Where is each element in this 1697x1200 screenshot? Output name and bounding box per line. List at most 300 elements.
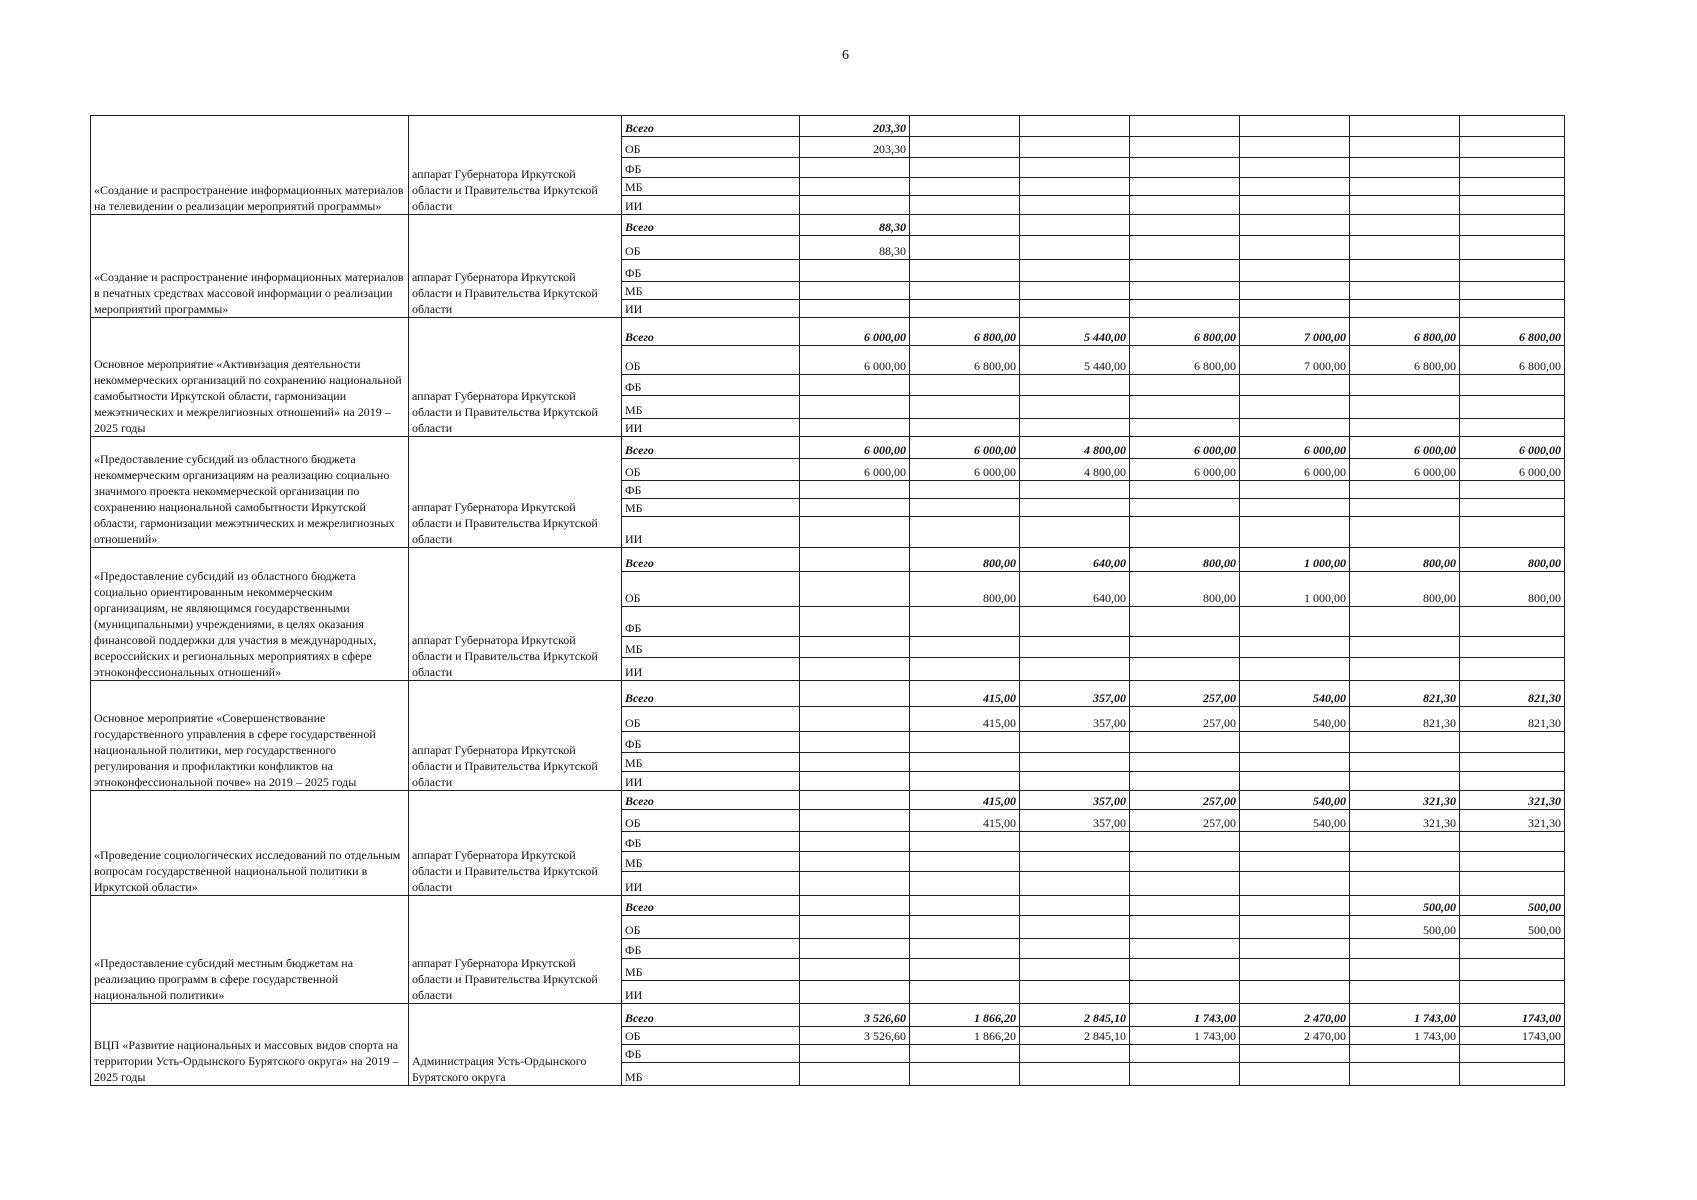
funding-source: ИИ — [622, 517, 800, 548]
activity-name: Основное мероприятие «Активизация деятельности некоммерческих организаций по сохранению национальной самобытности Иркутской области, гармонизации межэтнических и межрелигиозных отношений» на 2019 – 2025 годы — [91, 317, 409, 437]
amount-cell: 2 470,00 — [1240, 1027, 1350, 1045]
amount-cell — [1460, 980, 1565, 1003]
amount-cell — [800, 374, 910, 395]
amount-cell — [1130, 116, 1240, 137]
amount-cell — [910, 658, 1020, 681]
amount-cell — [1130, 498, 1240, 516]
amount-cell — [1020, 915, 1130, 938]
funding-source: ФБ — [622, 732, 800, 752]
amount-cell — [1020, 498, 1130, 516]
amount-cell: 7 000,00 — [1240, 346, 1350, 375]
amount-cell — [1020, 116, 1130, 137]
amount-cell — [1350, 116, 1460, 137]
amount-cell — [1020, 374, 1130, 395]
amount-cell: 415,00 — [910, 809, 1020, 831]
amount-cell: 1 743,00 — [1350, 1003, 1460, 1026]
amount-cell — [910, 374, 1020, 395]
activity-name: «Предоставление субсидий местным бюджетам на реализацию программ в сфере государственной национальной политики» — [91, 895, 409, 1003]
amount-cell — [1460, 636, 1565, 657]
amount-cell — [1350, 852, 1460, 872]
amount-cell: 6 000,00 — [800, 437, 910, 458]
amount-cell — [1350, 214, 1460, 235]
amount-cell — [1020, 752, 1130, 771]
funding-source: ФБ — [622, 158, 800, 177]
amount-cell — [1020, 177, 1130, 195]
amount-cell: 800,00 — [1350, 572, 1460, 607]
amount-cell — [800, 852, 910, 872]
amount-cell: 640,00 — [1020, 547, 1130, 571]
amount-cell — [1350, 158, 1460, 177]
responsible-executor: аппарат Губернатора Иркутской области и Правительства Иркутской области — [409, 116, 622, 215]
amount-cell — [1240, 872, 1350, 895]
amount-cell — [1460, 396, 1565, 419]
amount-cell — [1020, 260, 1130, 281]
amount-cell — [800, 396, 910, 419]
amount-cell — [1020, 419, 1130, 437]
amount-cell — [910, 852, 1020, 872]
amount-cell: 6 000,00 — [800, 317, 910, 346]
amount-cell — [1460, 959, 1565, 980]
responsible-executor: Администрация Усть-Ордынского Бурятского округа — [409, 1003, 622, 1085]
amount-cell: 88,30 — [800, 235, 910, 259]
amount-cell: 321,30 — [1460, 809, 1565, 831]
amount-cell: 7 000,00 — [1240, 317, 1350, 346]
amount-cell — [1020, 895, 1130, 915]
amount-cell — [910, 195, 1020, 214]
amount-cell: 6 800,00 — [1130, 317, 1240, 346]
amount-cell — [910, 396, 1020, 419]
amount-cell: 3 526,60 — [800, 1003, 910, 1026]
amount-cell — [1020, 852, 1130, 872]
amount-cell — [1130, 517, 1240, 548]
amount-cell — [1460, 260, 1565, 281]
amount-cell — [1240, 752, 1350, 771]
amount-cell — [800, 607, 910, 637]
amount-cell: 6 000,00 — [1240, 437, 1350, 458]
funding-source: ИИ — [622, 195, 800, 214]
amount-cell — [1020, 235, 1130, 259]
amount-cell: 6 000,00 — [800, 346, 910, 375]
responsible-executor: аппарат Губернатора Иркутской области и Правительства Иркутской области — [409, 214, 622, 317]
amount-cell: 6 000,00 — [1460, 458, 1565, 480]
amount-cell — [1460, 732, 1565, 752]
amount-cell — [1130, 959, 1240, 980]
funding-source: МБ — [622, 959, 800, 980]
funding-source: МБ — [622, 852, 800, 872]
amount-cell: 6 000,00 — [910, 458, 1020, 480]
amount-cell — [1240, 137, 1350, 158]
amount-cell — [1240, 732, 1350, 752]
responsible-executor: аппарат Губернатора Иркутской области и Правительства Иркутской области — [409, 895, 622, 1003]
amount-cell — [1460, 498, 1565, 516]
amount-cell — [1350, 732, 1460, 752]
amount-cell — [1460, 281, 1565, 299]
amount-cell: 6 000,00 — [1460, 437, 1565, 458]
amount-cell: 540,00 — [1240, 681, 1350, 706]
responsible-executor: аппарат Губернатора Иркутской области и Правительства Иркутской области — [409, 437, 622, 547]
funding-source: ОБ — [622, 572, 800, 607]
amount-cell — [1240, 299, 1350, 317]
amount-cell — [910, 137, 1020, 158]
amount-cell — [1350, 1045, 1460, 1063]
funding-source: ФБ — [622, 260, 800, 281]
funding-source: Всего — [622, 895, 800, 915]
amount-cell: 821,30 — [1460, 681, 1565, 706]
amount-cell — [1350, 607, 1460, 637]
amount-cell — [1130, 895, 1240, 915]
amount-cell: 321,30 — [1350, 809, 1460, 831]
amount-cell: 257,00 — [1130, 681, 1240, 706]
funding-source: ФБ — [622, 480, 800, 498]
amount-cell — [910, 732, 1020, 752]
amount-cell — [800, 915, 910, 938]
amount-cell — [1020, 517, 1130, 548]
amount-cell — [1130, 752, 1240, 771]
amount-cell — [800, 195, 910, 214]
amount-cell — [1460, 771, 1565, 790]
amount-cell — [1350, 137, 1460, 158]
table-row — [91, 317, 1565, 346]
amount-cell — [1020, 396, 1130, 419]
amount-cell: 6 800,00 — [1460, 346, 1565, 375]
amount-cell — [1130, 939, 1240, 959]
amount-cell — [1130, 607, 1240, 637]
amount-cell — [1240, 214, 1350, 235]
amount-cell — [800, 158, 910, 177]
amount-cell — [1240, 771, 1350, 790]
amount-cell — [1350, 517, 1460, 548]
amount-cell: 6 000,00 — [800, 458, 910, 480]
amount-cell — [910, 771, 1020, 790]
amount-cell — [1020, 980, 1130, 1003]
table-row — [91, 895, 1565, 915]
amount-cell — [800, 732, 910, 752]
funding-source: МБ — [622, 177, 800, 195]
amount-cell — [800, 572, 910, 607]
amount-cell — [1350, 1063, 1460, 1086]
amount-cell: 800,00 — [1460, 547, 1565, 571]
amount-cell — [1240, 1045, 1350, 1063]
amount-cell — [800, 281, 910, 299]
amount-cell — [1240, 116, 1350, 137]
amount-cell — [1460, 480, 1565, 498]
amount-cell — [1240, 177, 1350, 195]
funding-source: ОБ — [622, 137, 800, 158]
amount-cell: 6 000,00 — [910, 437, 1020, 458]
amount-cell — [910, 116, 1020, 137]
amount-cell — [800, 939, 910, 959]
amount-cell — [1130, 480, 1240, 498]
amount-cell — [910, 299, 1020, 317]
amount-cell: 2 845,10 — [1020, 1027, 1130, 1045]
activity-name: «Проведение социологических исследований по отдельным вопросам государственной национальной политики в Иркутской области» — [91, 790, 409, 895]
amount-cell: 1 743,00 — [1130, 1027, 1240, 1045]
amount-cell — [910, 1063, 1020, 1086]
activity-name: ВЦП «Развитие национальных и массовых видов спорта на территории Усть-Ордынского Бурятского округа» на 2019 – 2025 годы — [91, 1003, 409, 1085]
amount-cell: 6 000,00 — [1240, 458, 1350, 480]
budget-table — [90, 115, 1565, 1086]
amount-cell — [1460, 607, 1565, 637]
funding-source: ФБ — [622, 374, 800, 395]
table-row — [91, 547, 1565, 571]
amount-cell: 800,00 — [1130, 547, 1240, 571]
table-row — [91, 1003, 1565, 1026]
amount-cell: 640,00 — [1020, 572, 1130, 607]
amount-cell — [800, 790, 910, 809]
responsible-executor: аппарат Губернатора Иркутской области и Правительства Иркутской области — [409, 681, 622, 790]
amount-cell: 1 000,00 — [1240, 547, 1350, 571]
amount-cell — [1240, 852, 1350, 872]
amount-cell: 800,00 — [1350, 547, 1460, 571]
amount-cell — [1130, 235, 1240, 259]
amount-cell — [1130, 732, 1240, 752]
amount-cell — [1020, 214, 1130, 235]
amount-cell — [1350, 281, 1460, 299]
amount-cell — [910, 419, 1020, 437]
amount-cell — [1460, 752, 1565, 771]
amount-cell — [800, 681, 910, 706]
amount-cell — [1130, 214, 1240, 235]
amount-cell — [1130, 832, 1240, 852]
amount-cell: 6 000,00 — [1350, 437, 1460, 458]
amount-cell — [1020, 1063, 1130, 1086]
amount-cell — [910, 158, 1020, 177]
funding-source: Всего — [622, 317, 800, 346]
amount-cell: 540,00 — [1240, 706, 1350, 731]
amount-cell — [1350, 832, 1460, 852]
amount-cell — [1240, 939, 1350, 959]
amount-cell — [1460, 658, 1565, 681]
amount-cell — [800, 809, 910, 831]
amount-cell — [910, 959, 1020, 980]
amount-cell — [1350, 480, 1460, 498]
amount-cell — [1350, 177, 1460, 195]
funding-source: ОБ — [622, 706, 800, 731]
amount-cell — [1130, 299, 1240, 317]
amount-cell — [1020, 281, 1130, 299]
amount-cell — [1240, 396, 1350, 419]
funding-source: ИИ — [622, 872, 800, 895]
amount-cell — [1350, 959, 1460, 980]
amount-cell: 415,00 — [910, 790, 1020, 809]
responsible-executor: аппарат Губернатора Иркутской области и Правительства Иркутской области — [409, 790, 622, 895]
amount-cell — [1350, 752, 1460, 771]
funding-source: ОБ — [622, 458, 800, 480]
funding-source: Всего — [622, 214, 800, 235]
amount-cell — [1460, 517, 1565, 548]
amount-cell — [1240, 636, 1350, 657]
amount-cell — [1130, 1045, 1240, 1063]
amount-cell — [1020, 195, 1130, 214]
amount-cell: 6 800,00 — [1350, 317, 1460, 346]
amount-cell: 203,30 — [800, 137, 910, 158]
amount-cell — [1130, 658, 1240, 681]
table-row — [91, 214, 1565, 235]
amount-cell: 2 845,10 — [1020, 1003, 1130, 1026]
amount-cell — [1240, 1063, 1350, 1086]
amount-cell — [910, 980, 1020, 1003]
amount-cell — [910, 480, 1020, 498]
amount-cell — [1020, 1045, 1130, 1063]
amount-cell — [1130, 281, 1240, 299]
amount-cell — [1020, 299, 1130, 317]
amount-cell — [1130, 636, 1240, 657]
amount-cell: 321,30 — [1350, 790, 1460, 809]
amount-cell — [1350, 636, 1460, 657]
amount-cell: 321,30 — [1460, 790, 1565, 809]
amount-cell: 357,00 — [1020, 681, 1130, 706]
amount-cell — [1460, 177, 1565, 195]
amount-cell — [910, 752, 1020, 771]
amount-cell — [1460, 214, 1565, 235]
funding-source: ОБ — [622, 235, 800, 259]
amount-cell — [1240, 235, 1350, 259]
activity-name: «Создание и распространение информационных материалов на телевидении о реализации мероприятий программы» — [91, 116, 409, 215]
amount-cell: 257,00 — [1130, 809, 1240, 831]
funding-source: Всего — [622, 437, 800, 458]
amount-cell — [1130, 419, 1240, 437]
amount-cell — [1460, 852, 1565, 872]
amount-cell — [1350, 396, 1460, 419]
amount-cell — [910, 177, 1020, 195]
amount-cell: 6 800,00 — [910, 317, 1020, 346]
amount-cell — [1240, 517, 1350, 548]
amount-cell: 88,30 — [800, 214, 910, 235]
amount-cell — [800, 959, 910, 980]
amount-cell — [1020, 480, 1130, 498]
funding-source: ИИ — [622, 419, 800, 437]
amount-cell — [1020, 636, 1130, 657]
amount-cell — [1020, 959, 1130, 980]
page-number: 6 — [842, 48, 849, 63]
amount-cell: 257,00 — [1130, 790, 1240, 809]
amount-cell: 6 000,00 — [1350, 458, 1460, 480]
amount-cell — [1240, 895, 1350, 915]
funding-source: ИИ — [622, 980, 800, 1003]
amount-cell: 6 000,00 — [1130, 437, 1240, 458]
amount-cell — [1240, 980, 1350, 1003]
funding-source: МБ — [622, 1063, 800, 1086]
amount-cell — [1240, 498, 1350, 516]
amount-cell — [1130, 396, 1240, 419]
amount-cell — [1240, 281, 1350, 299]
amount-cell: 6 800,00 — [1460, 317, 1565, 346]
amount-cell — [910, 607, 1020, 637]
amount-cell: 357,00 — [1020, 790, 1130, 809]
amount-cell: 357,00 — [1020, 706, 1130, 731]
amount-cell: 6 800,00 — [1130, 346, 1240, 375]
amount-cell: 800,00 — [1460, 572, 1565, 607]
amount-cell — [1130, 195, 1240, 214]
amount-cell: 540,00 — [1240, 809, 1350, 831]
amount-cell: 821,30 — [1350, 681, 1460, 706]
amount-cell — [1020, 607, 1130, 637]
amount-cell: 500,00 — [1350, 915, 1460, 938]
amount-cell: 821,30 — [1460, 706, 1565, 731]
amount-cell — [1350, 872, 1460, 895]
amount-cell: 1 743,00 — [1350, 1027, 1460, 1045]
amount-cell — [1130, 260, 1240, 281]
funding-source: МБ — [622, 498, 800, 516]
amount-cell — [1020, 137, 1130, 158]
funding-source: Всего — [622, 790, 800, 809]
amount-cell — [1130, 872, 1240, 895]
amount-cell — [1130, 177, 1240, 195]
funding-source: ОБ — [622, 1027, 800, 1045]
amount-cell — [1020, 771, 1130, 790]
amount-cell: 500,00 — [1350, 895, 1460, 915]
amount-cell: 1 866,20 — [910, 1003, 1020, 1026]
amount-cell — [1020, 939, 1130, 959]
amount-cell: 4 800,00 — [1020, 437, 1130, 458]
amount-cell — [800, 872, 910, 895]
funding-source: ФБ — [622, 607, 800, 637]
amount-cell — [1460, 419, 1565, 437]
amount-cell — [1020, 832, 1130, 852]
funding-source: ОБ — [622, 346, 800, 375]
amount-cell — [1460, 832, 1565, 852]
amount-cell — [1460, 872, 1565, 895]
amount-cell — [1240, 260, 1350, 281]
funding-source: ФБ — [622, 1045, 800, 1063]
amount-cell — [800, 1063, 910, 1086]
amount-cell — [800, 177, 910, 195]
amount-cell — [1460, 939, 1565, 959]
amount-cell — [1460, 235, 1565, 259]
amount-cell — [910, 281, 1020, 299]
table-row — [91, 681, 1565, 706]
amount-cell — [800, 752, 910, 771]
amount-cell — [800, 498, 910, 516]
amount-cell: 1 743,00 — [1130, 1003, 1240, 1026]
amount-cell: 415,00 — [910, 681, 1020, 706]
amount-cell: 4 800,00 — [1020, 458, 1130, 480]
amount-cell — [1460, 1063, 1565, 1086]
table-row — [91, 790, 1565, 809]
amount-cell — [1020, 658, 1130, 681]
amount-cell: 500,00 — [1460, 915, 1565, 938]
amount-cell: 500,00 — [1460, 895, 1565, 915]
amount-cell — [910, 1045, 1020, 1063]
amount-cell: 1743,00 — [1460, 1027, 1565, 1045]
amount-cell — [1350, 498, 1460, 516]
amount-cell — [1020, 732, 1130, 752]
amount-cell: 5 440,00 — [1020, 346, 1130, 375]
funding-source: МБ — [622, 396, 800, 419]
amount-cell — [1130, 137, 1240, 158]
amount-cell — [1240, 374, 1350, 395]
funding-source: МБ — [622, 636, 800, 657]
responsible-executor: аппарат Губернатора Иркутской области и Правительства Иркутской области — [409, 547, 622, 681]
amount-cell: 6 800,00 — [1350, 346, 1460, 375]
amount-cell — [1460, 116, 1565, 137]
amount-cell: 415,00 — [910, 706, 1020, 731]
amount-cell — [1020, 872, 1130, 895]
amount-cell — [1130, 158, 1240, 177]
amount-cell — [1240, 915, 1350, 938]
amount-cell — [1350, 419, 1460, 437]
amount-cell: 821,30 — [1350, 706, 1460, 731]
amount-cell — [800, 706, 910, 731]
amount-cell — [800, 419, 910, 437]
funding-source: ИИ — [622, 658, 800, 681]
funding-source: ФБ — [622, 939, 800, 959]
amount-cell — [1240, 158, 1350, 177]
amount-cell — [1350, 980, 1460, 1003]
amount-cell — [910, 517, 1020, 548]
amount-cell — [1350, 195, 1460, 214]
amount-cell — [1460, 374, 1565, 395]
